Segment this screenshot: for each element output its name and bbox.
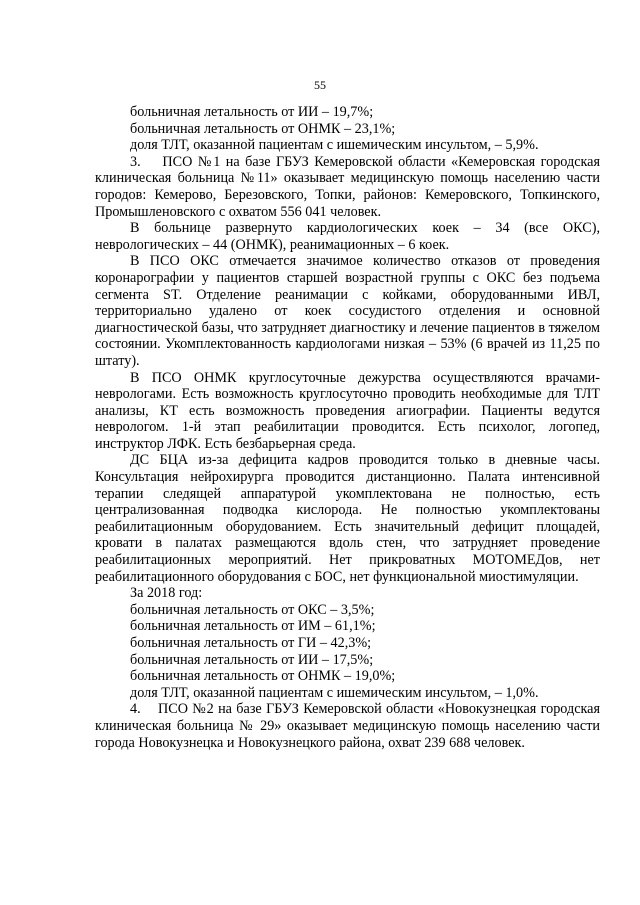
paragraph: больничная летальность от ИИ – 19,7%; [130,104,374,120]
paragraph: В ПСО ОНМК круглосуточные дежурства осуществляются врачами-неврологами. Есть возможность круглосуточно проводить необходимые для ТЛТ анализы, КТ есть возможность проведения агиографии. Пациенты ведутся неврологом. 1-й этап реабилитации проводится. Есть психолог, логопед, инструктор ЛФК. Есть безбарьерная среда. [95,369,600,452]
paragraph-section-4: 4. ПСО №2 на базе ГБУЗ Кемеровской области «Новокузнецкая городская клиническая больница № 29» оказывает медицинскую помощь населению части города Новокузнецка и Новокузнецкого района, охват 239 688 человек. [95,701,600,751]
paragraph: За 2018 год: [130,585,203,602]
paragraph: больничная летальность от ОКС – 3,5%; [130,601,375,618]
paragraph: больничная летальность от ИИ – 17,5%; [130,651,374,668]
document-body [95,104,600,751]
page-number: 55 [314,78,326,92]
paragraph: больничная летальность от ГИ – 42,3%; [130,635,372,651]
paragraph: В больнице развернуто кардиологических коек – 34 (все ОКС), неврологических – 44 (ОНМК), реанимационных – 6 коек. [95,220,600,253]
paragraph: В ПСО ОКС отмечается значимое количество отказов от проведения коронарографии у пациентов старшей возрастной группы с ОКС без подъема сегмента ST. Отделение реанимации с койками, оборудованными ИВЛ, территориально удалено от коек сосудистого отделения и основной диагностической базы, что затрудняет диагностику и лечение пациентов в тяжелом состоянии. Укомплектованность кардиологами низкая – 53% (6 врачей из 11,25 по штату). [95,253,600,369]
paragraph: больничная летальность от ОНМК – 19,0%; [130,668,396,685]
paragraph: доля ТЛТ, оказанной пациентам с ишемическим инсультом, – 1,0%. [130,684,539,701]
paragraph: больничная летальность от ОНМК – 23,1%; [130,120,396,137]
paragraph: ДС БЦА из-за дефицита кадров проводится только в дневные часы. Консультация нейрохирурга проводится дистанционно. Палата интенсивной терапии следящей аппаратурой укомплектована не полностью, есть централизованная подводка кислорода. Не полностью укомплектованы реабилитационным оборудованием. Есть значительный дефицит площадей, кровати в палатах размещаются вдоль стен, что затрудняет проведение реабилитационных мероприятий. Нет прикроватных МОТОМЕДов, нет реабилитационного оборудования с БОС, нет функциональной миостимуляции. [95,452,600,585]
paragraph: доля ТЛТ, оказанной пациентам с ишемическим инсультом, – 5,9%. [130,137,539,154]
paragraph-section-3: 3. ПСО №1 на базе ГБУЗ Кемеровской области «Кемеровская городская клиническая больница №11» оказывает медицинскую помощь населению части городов: Кемерово, Березовского, Топки, районов: Кемеровского, Топкинского, Промышленовского с охватом 556 041 человек. [95,153,600,220]
paragraph: больничная летальность от ИМ – 61,1%; [130,618,376,635]
